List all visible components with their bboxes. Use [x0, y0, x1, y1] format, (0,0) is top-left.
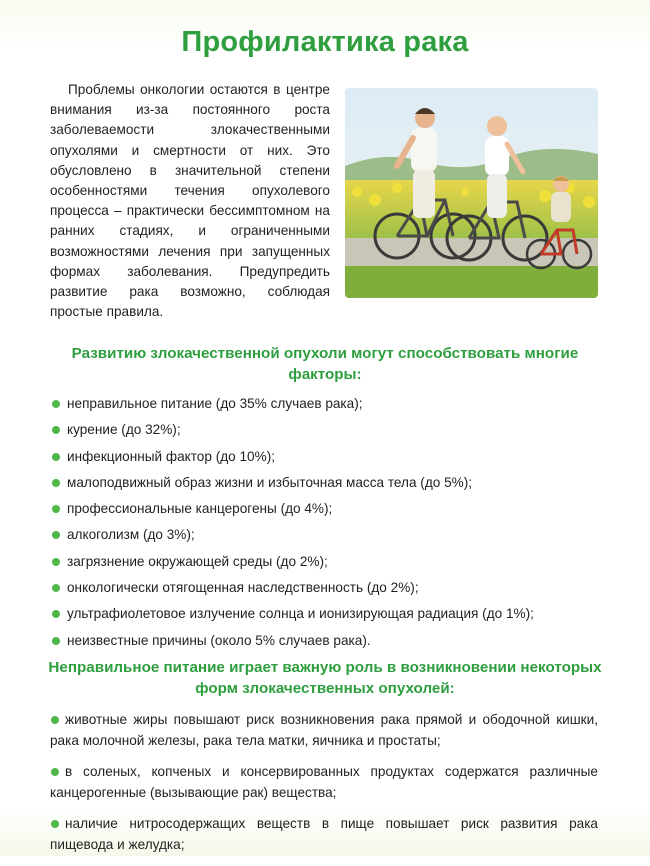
family-cycling-illustration: [345, 88, 598, 298]
bullet-dot-icon: [52, 505, 60, 513]
bullet-dot-icon: [52, 453, 60, 461]
list-item: [50, 578, 610, 604]
bullet-dot-icon: [52, 400, 60, 408]
list-item: [50, 604, 610, 630]
list-item: [50, 420, 610, 446]
list-item-text: онкологически отягощенная наследственность (до 2%);: [67, 580, 419, 596]
list-item-text: ультрафиолетовое излучение солнца и ионизирующая радиация (до 1%);: [67, 606, 534, 622]
bullet-dot-icon: [52, 558, 60, 566]
bullet-dot-icon: [52, 610, 60, 618]
bullet-dot-icon: [52, 584, 60, 592]
list-item: [50, 631, 610, 657]
factors-list: [50, 394, 610, 657]
family-cycling-photo: [345, 88, 598, 298]
list-item: [50, 525, 610, 551]
list-item-text: малоподвижный образ жизни и избыточная масса тела (до 5%);: [67, 474, 473, 490]
bullet-dot-icon: [52, 531, 60, 539]
list-item-text: инфекционный фактор (до 10%);: [67, 448, 276, 464]
list-item: [50, 473, 610, 499]
list-item: [50, 762, 598, 803]
bullet-dot-icon: [52, 426, 60, 434]
bullet-dot-icon: [51, 768, 59, 776]
bullet-dot-icon: [52, 479, 60, 487]
list-item: [50, 447, 610, 473]
factors-heading: Развитию злокачественной опухоли могут способствовать многие факторы:: [71, 345, 579, 383]
list-item-text: профессиональные канцерогены (до 4%);: [67, 501, 333, 517]
diet-list: [50, 710, 598, 866]
list-item-text: курение (до 32%);: [67, 422, 181, 438]
list-item-text: в соленых, копченых и консервированных продуктах содержатся различные канцерогенные (вызывающие рак) вещества;: [50, 764, 598, 800]
bullet-dot-icon: [51, 820, 59, 828]
list-item: [50, 814, 598, 855]
list-item-text: наличие нитросодержащих веществ в пище повышает риск развития рака пищевода и желудка;: [50, 816, 598, 852]
list-item-text: загрязнение окружающей среды (до 2%);: [67, 553, 328, 569]
bullet-dot-icon: [51, 716, 59, 724]
intro-paragraph: Проблемы онкологии остаются в центре внимания из-за постоянного роста заболеваемости злокачественными опухолями и смертности от них. Это обусловлено в значительной степени особенностями течения опухолевого процесса – практически бессимптомном на ранних стадиях, и ограниченными возможностями лечения при запущенных формах заболевания. Предупредить развитие рака возможно, соблюдая простые правила.: [50, 82, 330, 320]
list-item-text: алкоголизм (до 3%);: [67, 527, 195, 543]
list-item-text: неправильное питание (до 35% случаев рака);: [67, 396, 363, 411]
list-item-text: животные жиры повышают риск возникновения рака прямой и ободочной кишки, рака молочной железы, рака тела матки, яичника и простаты;: [50, 712, 598, 748]
list-item: [50, 552, 610, 578]
list-item: [50, 710, 598, 751]
bullet-dot-icon: [52, 637, 60, 645]
diet-heading: Неправильное питание играет важную роль в возникновении некоторых форм злокачественных опухолей:: [48, 659, 602, 697]
list-item: [50, 499, 610, 525]
list-item: [50, 394, 610, 420]
list-item-text: неизвестные причины (около 5% случаев рака).: [67, 632, 371, 648]
page-title: Профилактика рака: [181, 26, 469, 58]
